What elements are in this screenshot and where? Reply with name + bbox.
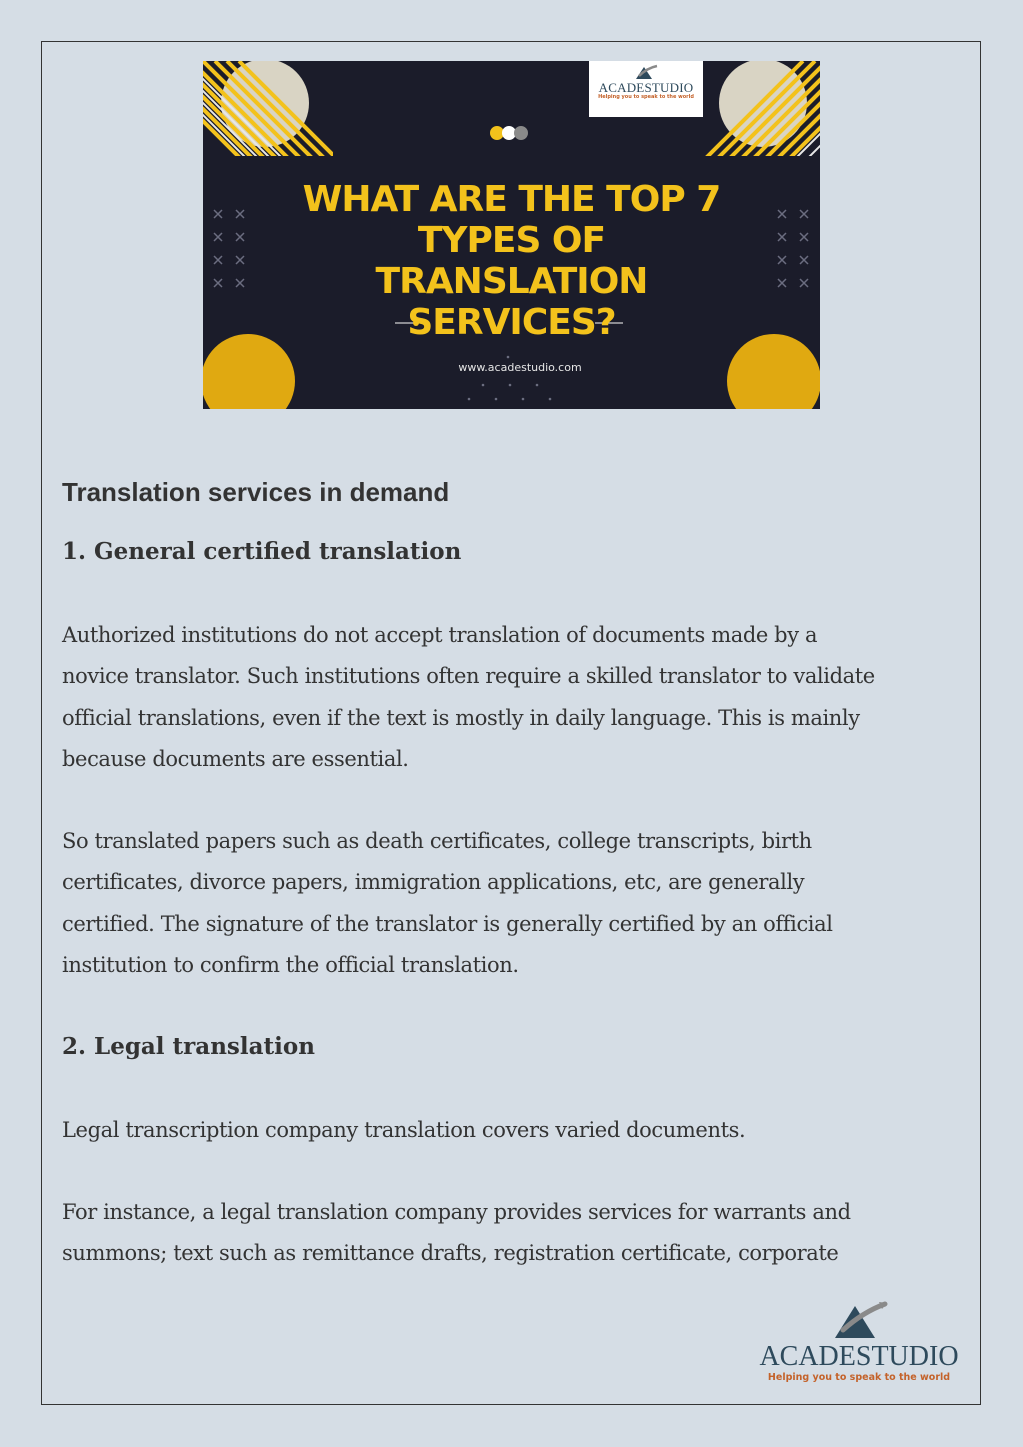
footer-logo-brand: ACADESTUDIO — [759, 1341, 959, 1372]
footer-logo — [752, 1300, 966, 1390]
acadestudio-logo-icon — [827, 1300, 891, 1340]
hatch-pattern-top-left — [203, 61, 339, 161]
paragraph-line: Legal transcription company translation covers varied documents. — [62, 1118, 746, 1142]
paragraph-line: So translated papers such as death certificates, college transcripts, birth — [62, 829, 812, 853]
paragraph-line: novice translator. Such institutions often require a skilled translator to validate — [62, 664, 875, 689]
banner-heading — [203, 179, 820, 343]
banner-heading-line: TRANSLATION — [375, 261, 648, 302]
paragraph-line: institution to confirm the official translation. — [62, 952, 519, 977]
paragraph-line: official translations, even if the text is mostly in daily language. This is mainly — [62, 705, 860, 730]
acadestudio-logo-icon — [633, 64, 659, 80]
subheading-legal-translation: 2. Legal translation — [62, 1033, 315, 1060]
paragraph-line: certified. The signature of the translator is generally certified by an official — [62, 911, 833, 936]
paragraph-line: For instance, a legal translation company provides services for warrants and — [62, 1200, 851, 1224]
hatch-pattern-top-right — [703, 61, 820, 161]
banner-image — [203, 61, 820, 409]
paragraph-line: Authorized institutions do not accept translation of documents made by a — [62, 623, 818, 647]
banner-logo — [589, 61, 703, 117]
banner-heading-line: TYPES OF — [417, 220, 606, 261]
paragraph — [62, 1192, 962, 1275]
paragraph — [62, 821, 962, 986]
paragraph-line: certificates, divorce papers, immigration applications, etc, are generally — [62, 870, 805, 895]
banner-heading-line: SERVICES? — [407, 302, 616, 343]
banner-url: www.acadestudio.com — [458, 361, 582, 374]
paragraph-line: because documents are essential. — [62, 746, 409, 771]
banner-logo-tagline: Helping you to speak to the world — [598, 94, 694, 100]
paragraph — [62, 1110, 962, 1151]
footer-logo-tagline: Helping you to speak to the world — [767, 1372, 951, 1383]
paragraph-line: summons; text such as remittance drafts, registration certificate, corporate — [62, 1241, 839, 1266]
banner-heading-line: WHAT ARE THE TOP 7 — [302, 179, 721, 220]
dots-icon — [490, 126, 528, 140]
subheading-general-certified-translation: 1. General certified translation — [62, 538, 462, 565]
paragraph — [62, 615, 962, 780]
section-heading: Translation services in demand — [62, 477, 450, 507]
banner-logo-brand: ACADESTUDIO — [598, 80, 694, 95]
